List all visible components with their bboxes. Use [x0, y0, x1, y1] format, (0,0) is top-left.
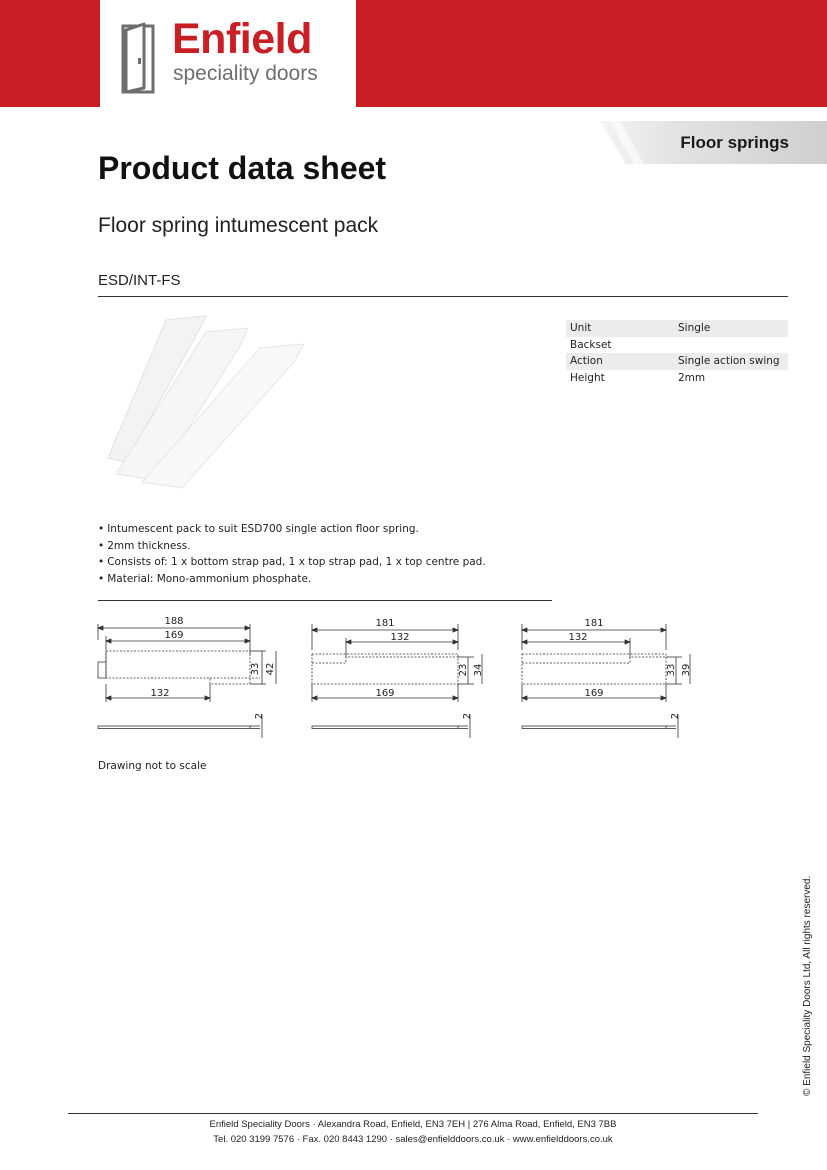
dim-height-outer: 34 [473, 663, 484, 677]
dim-thickness: 2 [670, 712, 681, 720]
brand-tagline: speciality doors [173, 62, 318, 85]
dim-height-inner: 33 [666, 663, 677, 677]
spec-key: Unit [566, 320, 674, 337]
spec-row [566, 320, 788, 337]
list-item: • Intumescent pack to suit ESD700 single action floor spring. [98, 521, 486, 538]
section-tab [600, 121, 827, 164]
spec-row [566, 353, 788, 370]
spec-value: Single action swing [674, 353, 788, 370]
spec-row [566, 337, 788, 354]
feature-list [98, 521, 486, 587]
dim-thickness: 2 [254, 712, 265, 720]
dim-height-inner: 33 [250, 662, 261, 676]
list-item: • Consists of: 1 x bottom strap pad, 1 x top strap pad, 1 x top centre pad. [98, 554, 486, 571]
dim-bottom: 132 [150, 688, 170, 699]
dim-overall: 188 [164, 616, 184, 627]
drawing-top-centre-pad [522, 618, 692, 738]
drawing-top-strap-pad [312, 618, 484, 738]
divider [68, 1113, 758, 1114]
dim-height-outer: 42 [265, 662, 276, 676]
drawing-bottom-strap-pad [98, 616, 276, 738]
footer-address: Enfield Speciality Doors · Alexandra Road, Enfield, EN3 7EH | 276 Alma Road, Enfield, EN3 7BB [209, 1119, 617, 1130]
product-code: ESD/INT-FS [98, 272, 181, 289]
dim-height-outer: 39 [681, 663, 692, 677]
list-item: • 2mm thickness. [98, 538, 486, 555]
copyright-notice: © Enfield Speciality Doors Ltd, All rights reserved. [802, 875, 813, 1096]
dim-thickness: 2 [462, 712, 473, 720]
technical-drawing [90, 610, 710, 750]
dim-bottom: 169 [375, 688, 395, 699]
divider [98, 296, 788, 297]
dim-bottom: 169 [584, 688, 604, 699]
spec-value: 2mm [678, 371, 706, 384]
spec-key: Height [570, 371, 605, 384]
spec-value: Single [674, 320, 788, 337]
footer-contact: Tel. 020 3199 7576 · Fax. 020 8443 1290 · sales@enfielddoors.co.uk · www.enfielddoors.co.uk [213, 1134, 613, 1145]
door-icon [120, 22, 160, 94]
dim-inner-top: 132 [568, 632, 588, 643]
page-subtitle: Floor spring intumescent pack [98, 214, 379, 237]
page-title: Product data sheet [98, 150, 387, 186]
spec-key: Backset [570, 338, 612, 351]
product-image [98, 312, 313, 492]
list-item: • Material: Mono-ammonium phosphate. [98, 571, 486, 588]
dim-inner-top: 169 [164, 630, 184, 641]
dim-overall: 181 [375, 618, 395, 629]
spec-value [674, 337, 788, 354]
logo [100, 0, 356, 107]
dim-height-inner: 23 [458, 663, 469, 677]
dim-inner-top: 132 [390, 632, 410, 643]
spec-key: Action [566, 353, 674, 370]
drawing-note: Drawing not to scale [98, 760, 207, 772]
brand-name: Enfield [172, 15, 312, 63]
dim-overall: 181 [584, 618, 604, 629]
section-tab-label: Floor springs [680, 133, 789, 152]
spec-table [566, 320, 788, 386]
spec-row [566, 370, 788, 387]
divider [98, 600, 552, 601]
